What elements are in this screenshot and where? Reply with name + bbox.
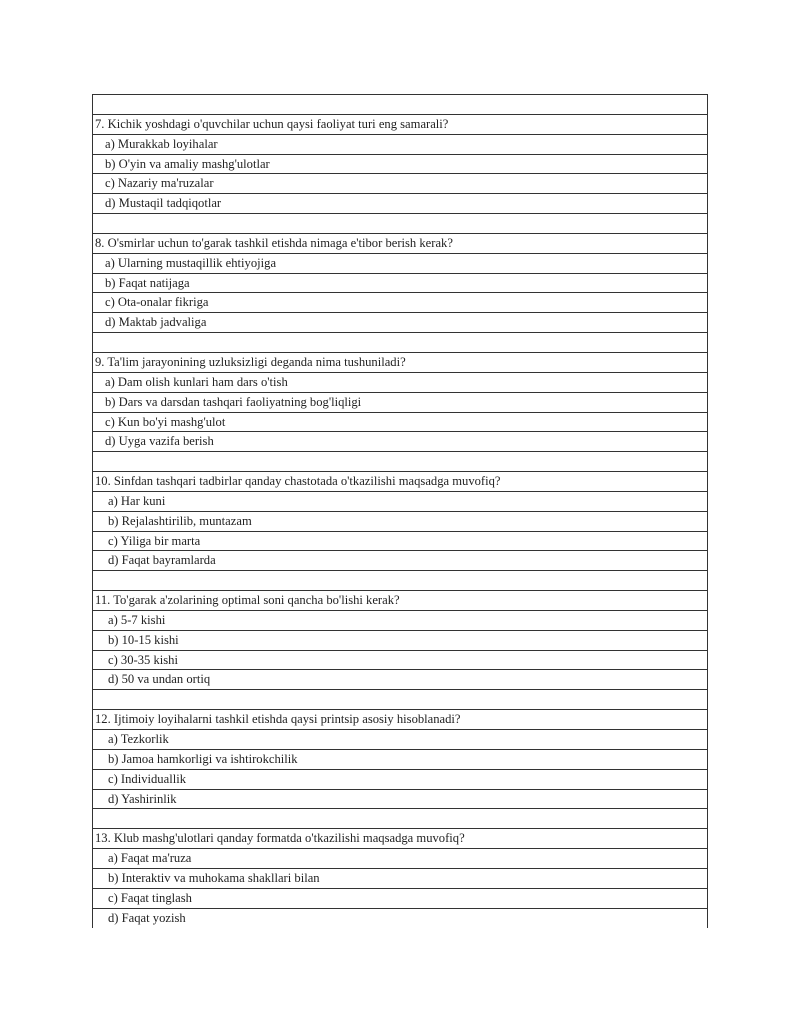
spacer-row	[92, 214, 708, 234]
answer-option: c) 30-35 kishi	[92, 651, 708, 671]
answer-option: a) 5-7 kishi	[92, 611, 708, 631]
spacer-row	[92, 809, 708, 829]
answer-option: d) Faqat yozish	[92, 909, 708, 929]
question-text: 9. Ta'lim jarayonining uzluksizligi deganda nima tushuniladi?	[92, 353, 708, 373]
answer-option: d) Maktab jadvaliga	[92, 313, 708, 333]
answer-option: c) Individuallik	[92, 770, 708, 790]
answer-option: b) Interaktiv va muhokama shakllari bilan	[92, 869, 708, 889]
answer-option: b) Jamoa hamkorligi va ishtirokchilik	[92, 750, 708, 770]
question-text: 7. Kichik yoshdagi o'quvchilar uchun qaysi faoliyat turi eng samarali?	[92, 115, 708, 135]
spacer-row	[92, 333, 708, 353]
question-text: 11. To'garak a'zolarining optimal soni qancha bo'lishi kerak?	[92, 591, 708, 611]
answer-option: b) O'yin va amaliy mashg'ulotlar	[92, 155, 708, 175]
answer-option: b) Rejalashtirilib, muntazam	[92, 512, 708, 532]
answer-option: a) Ularning mustaqillik ehtiyojiga	[92, 254, 708, 274]
spacer-row	[92, 95, 708, 115]
answer-option: a) Dam olish kunlari ham dars o'tish	[92, 373, 708, 393]
question-text: 13. Klub mashg'ulotlari qanday formatda o'tkazilishi maqsadga muvofiq?	[92, 829, 708, 849]
question-text: 10. Sinfdan tashqari tadbirlar qanday chastotada o'tkazilishi maqsadga muvofiq?	[92, 472, 708, 492]
answer-option: b) 10-15 kishi	[92, 631, 708, 651]
answer-option: b) Faqat natijaga	[92, 274, 708, 294]
answer-option: c) Faqat tinglash	[92, 889, 708, 909]
answer-option: c) Ota-onalar fikriga	[92, 293, 708, 313]
answer-option: d) 50 va undan ortiq	[92, 670, 708, 690]
question-text: 12. Ijtimoiy loyihalarni tashkil etishda qaysi printsip asosiy hisoblanadi?	[92, 710, 708, 730]
quiz-table	[92, 94, 708, 928]
spacer-row	[92, 452, 708, 472]
answer-option: a) Faqat ma'ruza	[92, 849, 708, 869]
answer-option: d) Faqat bayramlarda	[92, 551, 708, 571]
answer-option: c) Yiliga bir marta	[92, 532, 708, 552]
answer-option: c) Nazariy ma'ruzalar	[92, 174, 708, 194]
spacer-row	[92, 571, 708, 591]
answer-option: a) Har kuni	[92, 492, 708, 512]
answer-option: d) Mustaqil tadqiqotlar	[92, 194, 708, 214]
answer-option: a) Tezkorlik	[92, 730, 708, 750]
answer-option: b) Dars va darsdan tashqari faoliyatning bog'liqligi	[92, 393, 708, 413]
answer-option: a) Murakkab loyihalar	[92, 135, 708, 155]
answer-option: c) Kun bo'yi mashg'ulot	[92, 413, 708, 433]
spacer-row	[92, 690, 708, 710]
answer-option: d) Uyga vazifa berish	[92, 432, 708, 452]
question-text: 8. O'smirlar uchun to'garak tashkil etishda nimaga e'tibor berish kerak?	[92, 234, 708, 254]
answer-option: d) Yashirinlik	[92, 790, 708, 810]
